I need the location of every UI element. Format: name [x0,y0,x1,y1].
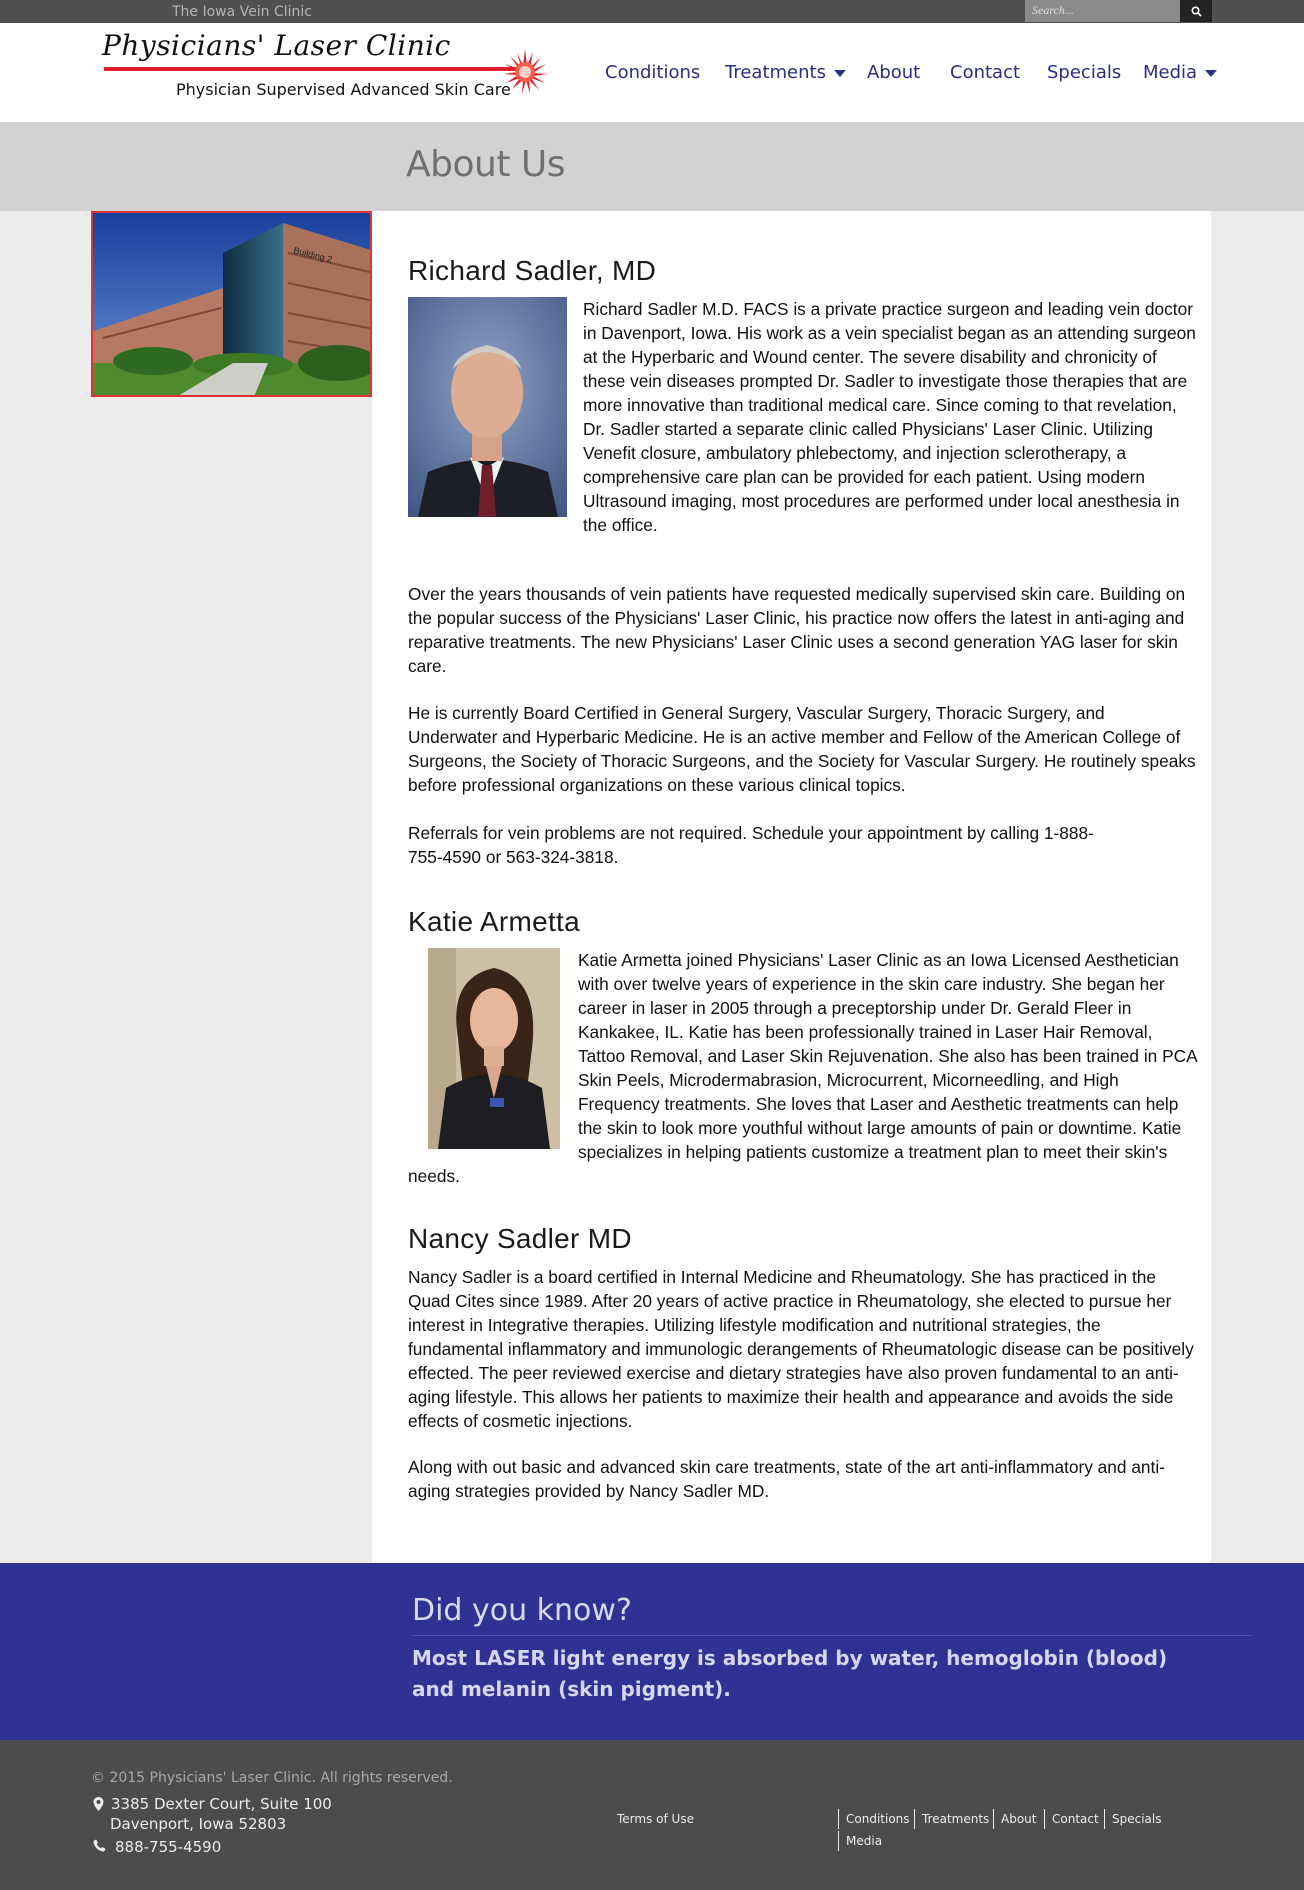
nav-specials[interactable]: Specials [1047,62,1122,83]
did-you-know-fact: Most LASER light energy is absorbed by water, hemoglobin (blood) and melanin (skin pigment). [412,1646,1168,1701]
phone-icon [93,1839,106,1852]
photo-float-spacer [408,297,583,517]
page-title: About Us [406,144,565,185]
footer-phone[interactable]: 888-755-4590 [115,1838,222,1856]
footer-link-about[interactable]: About [993,1809,1043,1829]
footer-link-specials[interactable]: Specials [1104,1809,1169,1829]
site-logo[interactable] [100,27,560,117]
footer-link-treatments[interactable]: Treatments [914,1809,996,1829]
search-icon [1191,6,1202,17]
site-tagline: The Iowa Vein Clinic [172,4,312,20]
logo-red-line [104,67,524,71]
site-header [0,23,1304,122]
richard-bio-paragraph-4: Referrals for vein problems are not required. Schedule your appointment by calling 1-888-755-4590 or 563-324-3818. [408,823,1094,867]
chevron-down-icon [1205,70,1217,77]
katie-bio-paragraph-1 [408,948,1198,1188]
footer-address-line2: Davenport, Iowa 52803 [110,1815,287,1833]
did-you-know-banner [0,1563,1304,1740]
logo-subtitle: Physician Supervised Advanced Skin Care [176,80,511,99]
nav-media-label: Media [1143,62,1198,83]
footer-link-contact[interactable]: Contact [1044,1809,1106,1829]
richard-bio-paragraph-3: He is currently Board Certified in General Surgery, Vascular Surgery, Thoracic Surgery, and Underwater and Hyperbaric Medicine. He is an active member and Fellow of the American College of Surgeons, the Society of Thoracic Surgeons, and the Society for Vascular Surgery. He routinely speaks before professional organizations on these various clinical topics. [408,703,1196,795]
richard-bio-paragraph-1 [408,297,1198,537]
did-you-know-heading: Did you know? [412,1593,632,1628]
search-input[interactable]: Search... [1025,0,1180,22]
footer-copyright: © 2015 Physicians' Laser Clinic. All rights reserved. [91,1770,453,1786]
nav-contact[interactable]: Contact [950,62,1021,83]
top-bar [0,0,1304,23]
terms-of-use-link[interactable]: Terms of Use [617,1812,694,1826]
divider [412,1635,1252,1636]
map-pin-icon [93,1797,104,1811]
richard-bio-paragraph-2: Over the years thousands of vein patients have requested medically supervised skin care. Building on the popular success of the Physicians' Laser Clinic, his practice now offers the latest in anti-aging and reparative treatments. The new Physicians' Laser Clinic uses a second generation YAG laser for skin care. [408,584,1186,676]
nav-about[interactable]: About [867,62,921,83]
nancy-bio-paragraph-2: Along with out basic and advanced skin care treatments, state of the art anti-inflammatory and anti-aging strategies provided by Nancy Sadler MD. [408,1457,1165,1501]
footer-link-conditions[interactable]: Conditions [838,1809,917,1829]
richard-bio-text-1: Richard Sadler M.D. FACS is a private practice surgeon and leading vein doctor in Davenport, Iowa. His work as a vein specialist began as an attending surgeon at the Hyperbaric and Wound center. The severe disability and chronicity of these vein diseases prompted Dr. Sadler to investigate those therapies that are more innovative than traditional medical care. Since coming to that revelation, Dr. Sadler started a separate clinic called Physicians' Laser Clinic. Utilizing Venefit closure, ambulatory phlebectomy, and injection sclerotherapy, a comprehensive care plan can be provided for each patient. Using modern Ultrasound imaging, most procedures are performed under local anesthesia in the office. [583,299,1196,535]
search-button[interactable] [1180,0,1212,22]
profile-name-katie: Katie Armetta [408,906,580,937]
nav-treatments-label: Treatments [725,62,826,83]
footer-address-line1: 3385 Dexter Court, Suite 100 [111,1795,332,1813]
logo-script-text: Physicians' Laser Clinic [102,29,451,62]
profile-name-richard: Richard Sadler, MD [408,255,657,286]
footer-link-media[interactable]: Media [838,1831,889,1851]
nav-media[interactable] [1143,62,1217,83]
main-content [372,211,1211,1563]
nav-conditions[interactable]: Conditions [605,62,701,83]
photo-float-spacer [408,948,578,1158]
katie-bio-text-1: Katie Armetta joined Physicians' Laser Clinic as an Iowa Licensed Aesthetician with over twelve years of experience in the skin care industry. She began her career in laser in 2005 through a preceptorship under Dr. Gerald Fleer in Kankakee, IL. Katie has been professionally trained in Laser Hair Removal, Tattoo Removal, and Laser Skin Rejuvenation. She also has been trained in PCA Skin Peels, Microdermabrasion, Microcurrent, Micorneedling, and High Frequency treatments. She loves that Laser and Aesthetic treatments can help the skin to look more youthful without large amounts of pain or downtime. Katie specializes in helping patients customize a treatment plan to meet their skin's needs. [408,950,1197,1186]
site-footer [0,1740,1304,1890]
nav-treatments[interactable] [725,62,846,83]
page-title-band [0,122,1304,211]
chevron-down-icon [834,70,846,77]
nancy-bio-paragraph-1: Nancy Sadler is a board certified in Internal Medicine and Rheumatology. She has practiced in the Quad Cites since 1989. After 20 years of active practice in Rheumatology, she elected to pursue her interest in Integrative therapies. Utilizing lifestyle modification and nutritional strategies, the fundamental inflammatory and immunologic derangements of Rheumatologic disease can be positively effected. The peer reviewed exercise and dietary strategies have also proven fundamental to an anti-aging lifestyle. This allows her patients to maximize their health and appearance and avoids the side effects of cosmetic injections. [408,1267,1194,1431]
clinic-building-image [91,211,372,397]
svg-text:Building 2: Building 2 [292,245,334,265]
profile-name-nancy: Nancy Sadler MD [408,1223,632,1254]
